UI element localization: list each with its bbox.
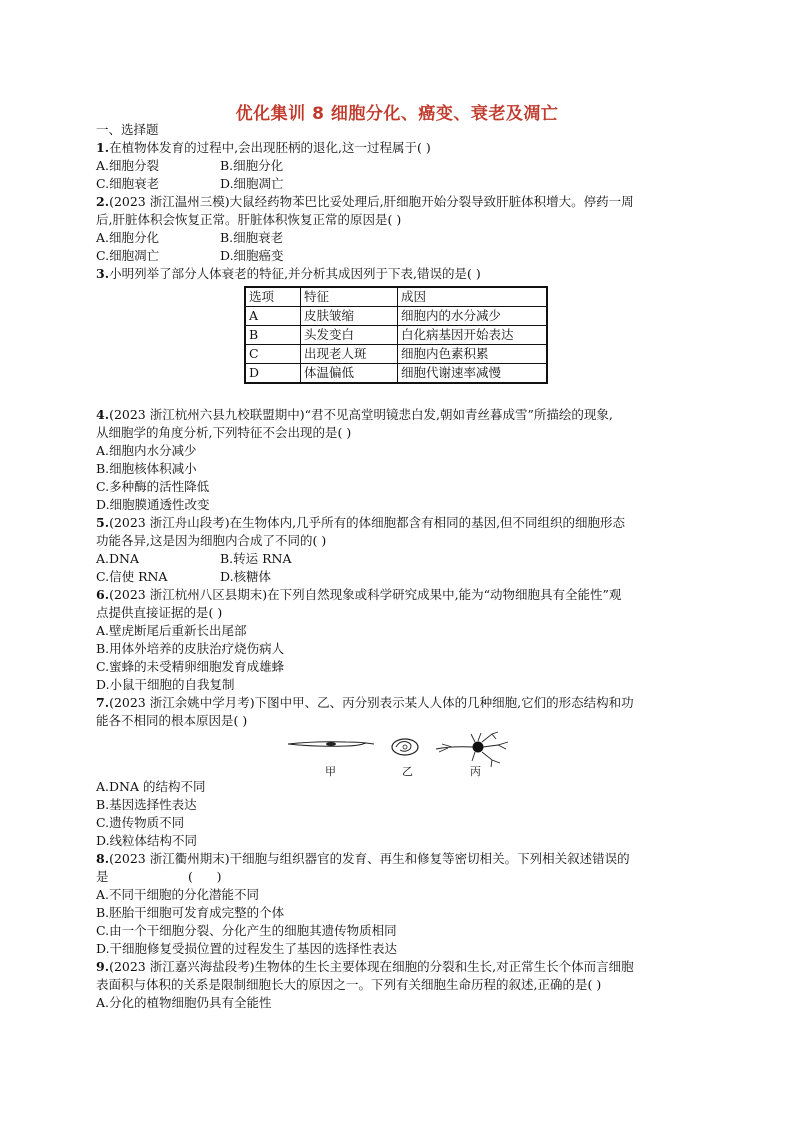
option-row [96, 550, 700, 568]
option-d: D.细胞凋亡 [220, 176, 284, 191]
question-text: (2023 浙江杭州六县九校联盟期中)“君不见高堂明镜悲白发,朝如青丝暮成雪”所描绘的现象, [109, 407, 613, 422]
option-c: C.由一个干细胞分裂、分化产生的细胞其遗传物质相同 [96, 923, 397, 938]
option-b: B.细胞衰老 [220, 230, 284, 245]
option-c: C.细胞凋亡 [96, 248, 160, 263]
question-text-cont: 后,肝脏体积会恢复正常。肝脏体积恢复正常的原因是( ) [96, 212, 402, 227]
option-row [96, 229, 700, 247]
option-b: B.转运 RNA [220, 551, 292, 566]
muscle-cell-icon [288, 742, 374, 747]
option-b: B.用体外培养的皮肤治疗烧伤病人 [96, 641, 285, 656]
question-text-cont: 是 ( ) [96, 869, 222, 884]
question-text: (2023 浙江嘉兴海盐段考)生物体的生长主要体现在细胞的分裂和生长,对正常生长个体而言细胞 [109, 959, 634, 974]
aging-table [244, 286, 548, 384]
option-b: B.细胞分化 [220, 158, 284, 173]
table-row [245, 307, 547, 326]
red-blood-cell-icon [392, 739, 418, 755]
option-b: B.胚胎干细胞可发育成完整的个体 [96, 905, 285, 920]
question-6 [96, 586, 700, 604]
question-5 [96, 514, 700, 532]
question-number: 8. [96, 851, 110, 866]
table-cell: 皮肤皱缩 [301, 307, 398, 326]
question-number: 7. [96, 695, 110, 710]
option-c: C.遗传物质不同 [96, 815, 185, 830]
question-1 [96, 139, 700, 157]
option-a: A.细胞分化 [96, 230, 160, 245]
question-text-cont: 能各不相同的根本原因是( ) [96, 713, 248, 728]
question-text-cont: 表面积与体积的关系是限制细胞长大的原因之一。下列有关细胞生命历程的叙述,正确的是( ) [96, 977, 602, 992]
table-header: 成因 [398, 287, 548, 307]
question-number: 4. [96, 407, 110, 422]
option-b: B.基因选择性表达 [96, 797, 197, 812]
question-number: 2. [96, 194, 110, 209]
option-d: D.细胞癌变 [220, 248, 284, 263]
neuron-icon [436, 732, 508, 767]
table-cell: 头发变白 [301, 326, 398, 345]
option-d: D.干细胞修复受损位置的过程发生了基因的选择性表达 [96, 941, 398, 956]
option-c: C.蜜蜂的未受精卵细胞发育成雄蜂 [96, 659, 285, 674]
option-b: B.细胞核体积减小 [96, 461, 197, 476]
option-d: D.线粒体结构不同 [96, 833, 198, 848]
question-text: 小明列举了部分人体衰老的特征,并分析其成因列于下表,错误的是( ) [109, 266, 481, 281]
question-text: (2023 浙江舟山段考)在生物体内,几乎所有的体细胞都含有相同的基因,但不同组织的细胞形态 [109, 515, 626, 530]
table-header: 选项 [245, 287, 301, 307]
option-a: A.DNA [96, 551, 139, 566]
option-c: C.信使 RNA [96, 569, 168, 584]
option-c: C.多种酶的活性降低 [96, 479, 210, 494]
table-row [245, 345, 547, 364]
option-d: D.核糖体 [220, 569, 272, 584]
option-d: D.细胞膜通透性改变 [96, 497, 210, 512]
option-a: A.DNA 的结构不同 [96, 779, 206, 794]
question-8 [96, 850, 700, 868]
question-number: 9. [96, 959, 110, 974]
table-cell: 细胞代谢速率减慢 [398, 364, 548, 384]
question-text: (2023 浙江温州三模)大鼠经药物苯巴比妥处理后,肝细胞开始分裂导致肝脏体积增大。停药一周 [109, 194, 634, 209]
question-7 [96, 694, 700, 712]
question-number: 6. [96, 587, 110, 602]
question-number: 5. [96, 515, 110, 530]
table-cell: 体温偏低 [301, 364, 398, 384]
figure-label-bing: 丙 [470, 765, 481, 778]
option-a: A.分化的植物细胞仍具有全能性 [96, 995, 272, 1010]
option-c: C.细胞衰老 [96, 176, 160, 191]
option-row [96, 157, 700, 175]
table-cell: 细胞内色素积累 [398, 345, 548, 364]
page-title: 优化集训 8 细胞分化、癌变、衰老及凋亡 [235, 104, 559, 124]
table-cell: A [245, 307, 301, 326]
table-row [245, 364, 547, 384]
option-a: A.细胞内水分减少 [96, 443, 197, 458]
table-header-row [245, 287, 547, 307]
question-text: (2023 浙江衢州期末)干细胞与组织器官的发育、再生和修复等密切相关。下列相关叙述错误的 [109, 851, 630, 866]
figure-label-yi: 乙 [402, 765, 413, 778]
question-3 [96, 265, 700, 283]
question-number: 1. [96, 140, 110, 155]
table-cell: D [245, 364, 301, 384]
figure-label-jia: 甲 [325, 765, 336, 778]
table-cell: 出现老人斑 [301, 345, 398, 364]
question-4 [96, 406, 700, 424]
question-2 [96, 193, 700, 211]
option-row [96, 247, 700, 265]
question-text: (2023 浙江余姚中学月考)下图中甲、乙、丙分别表示某人人体的几种细胞,它们的形态结构和功 [109, 695, 634, 710]
question-text-cont: 从细胞学的角度分析,下列特征不会出现的是( ) [96, 425, 352, 440]
question-number: 3. [96, 266, 110, 281]
option-d: D.小鼠干细胞的自我复制 [96, 677, 235, 692]
table-cell: 细胞内的水分减少 [398, 307, 548, 326]
table-cell: B [245, 326, 301, 345]
option-a: A.壁虎断尾后重新长出尾部 [96, 623, 247, 638]
table-row [245, 326, 547, 345]
question-text: (2023 浙江杭州八区县期末)在下列自然现象或科学研究成果中,能为“动物细胞具有全能性”观 [109, 587, 622, 602]
question-text-cont: 点提供直接证据的是( ) [96, 605, 223, 620]
option-row [96, 568, 700, 586]
option-row [96, 175, 700, 193]
table-cell: 白化病基因开始表达 [398, 326, 548, 345]
table-cell: C [245, 345, 301, 364]
table-header: 特征 [301, 287, 398, 307]
option-a: A.不同干细胞的分化潜能不同 [96, 887, 260, 902]
question-text: 在植物体发育的过程中,会出现胚柄的退化,这一过程属于( ) [109, 140, 431, 155]
option-a: A.细胞分裂 [96, 158, 160, 173]
question-9 [96, 958, 700, 976]
question-text-cont: 功能各异,这是因为细胞内合成了不同的( ) [96, 533, 327, 548]
section-heading: 一、选择题 [96, 122, 159, 137]
